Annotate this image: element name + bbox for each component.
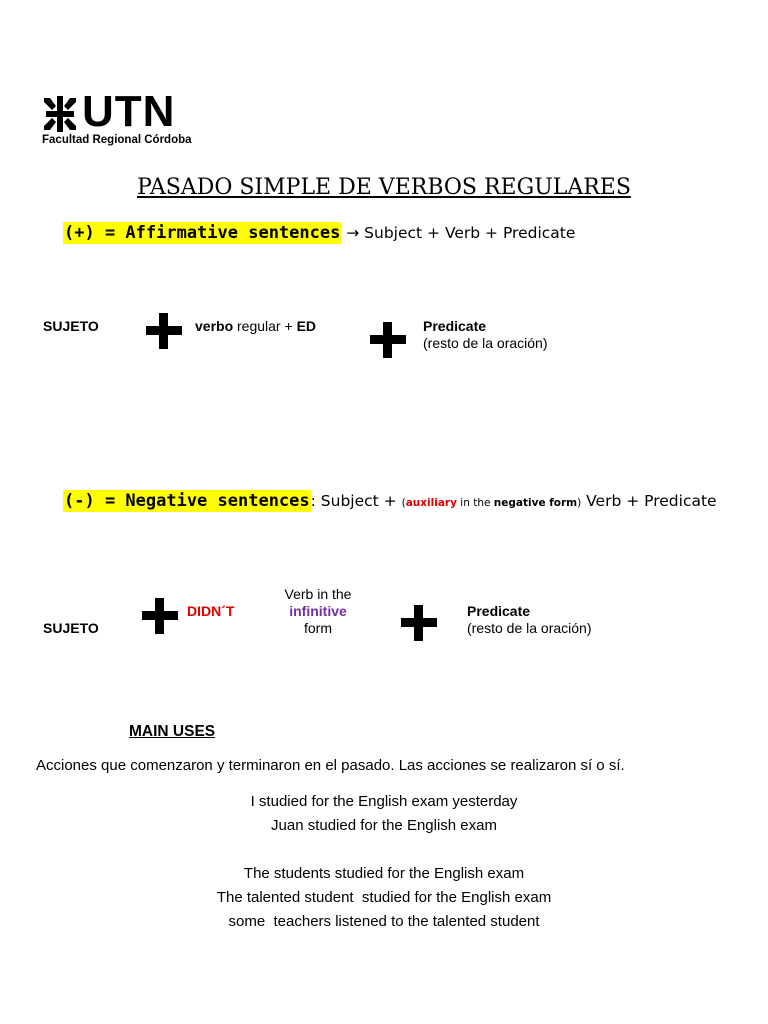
utn-logo (42, 87, 212, 150)
verb-line-3: form (304, 620, 332, 636)
affirmative-heading: (+) = Affirmative sentences (64, 223, 341, 243)
page-title: PASADO SIMPLE DE VERBOS REGULARES (137, 175, 631, 200)
main-uses-description: Acciones que comenzaron y terminaron en el pasado. Las acciones se realizaron sí o sí. (36, 757, 625, 774)
negative-structure-start: Subject + (315, 492, 402, 510)
affirmative-rule (63, 222, 575, 244)
verb-bold: verbo (195, 318, 234, 334)
example-sentence: I studied for the English exam yesterday (250, 793, 518, 810)
negative-heading: (-) = Negative sentences (64, 491, 310, 511)
negative-subject: SUJETO (43, 620, 99, 636)
verb-rest: regular + (233, 318, 297, 334)
plus-icon (142, 598, 178, 634)
example-sentence: The students studied for the English exam (243, 865, 525, 882)
negative-rule (63, 490, 717, 514)
utn-emblem-icon (42, 96, 78, 132)
verb-ed: ED (296, 318, 317, 334)
verb-infinitive-label (268, 586, 368, 637)
verb-line-2: infinitive (289, 603, 347, 619)
examples-block (0, 790, 768, 934)
affirmative-verb (195, 318, 316, 335)
verb-line-1: Verb in the (284, 586, 352, 602)
paren-open: ( (401, 497, 406, 509)
auxiliary-label: auxiliary (405, 497, 457, 509)
affirmative-subject: SUJETO (43, 318, 99, 334)
example-sentence: The talented student studied for the English exam (216, 889, 552, 906)
affirmative-structure: → Subject + Verb + Predicate (341, 224, 576, 242)
example-sentence: Juan studied for the English exam (271, 817, 497, 834)
negative-predicate: Predicate (467, 603, 531, 619)
plus-icon (370, 322, 406, 358)
didnt-auxiliary: DIDN´T (187, 603, 235, 619)
negative-colon: : (310, 492, 316, 510)
main-uses-heading: MAIN USES (129, 723, 216, 740)
negative-predicate-note: (resto de la oración) (467, 620, 592, 636)
spacer (0, 838, 768, 862)
logo-text: UTN (82, 87, 176, 136)
example-sentence: some teachers listened to the talented student (228, 913, 540, 930)
affirmative-predicate: Predicate (423, 318, 487, 334)
logo-subtitle: Facultad Regional Córdoba (42, 134, 192, 146)
aux-middle: in the (456, 497, 494, 509)
negative-form-label: negative form (493, 497, 578, 509)
plus-icon (146, 313, 182, 349)
negative-structure-end: Verb + Predicate (581, 492, 717, 510)
plus-icon (401, 605, 437, 641)
paren-close: ) (577, 497, 582, 509)
affirmative-predicate-note: (resto de la oración) (423, 335, 548, 351)
